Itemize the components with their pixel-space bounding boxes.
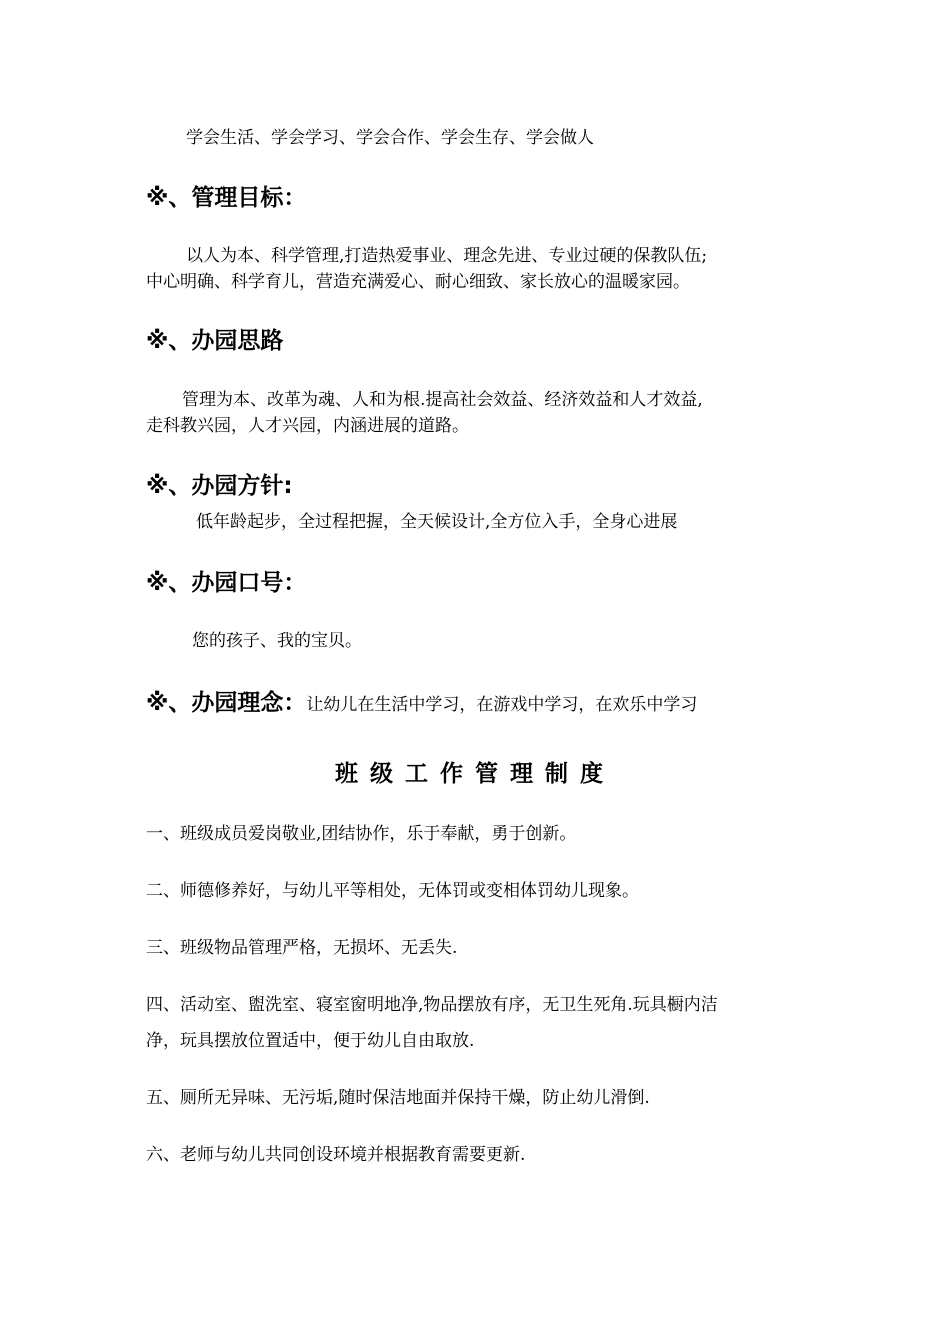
section-body-line: 管理为本、改革为魂、人和为根.提高社会效益、经济效益和人才效益, xyxy=(182,390,703,410)
section-heading-school-slogan: ※、办园口号： xyxy=(146,570,307,596)
intro-line: 学会生活、学会学习、学会合作、学会生存、学会做人 xyxy=(186,128,594,148)
rule-item: 五、厕所无异味、无污垢,随时保洁地面并保持干燥，防止幼儿滑倒. xyxy=(146,1088,650,1108)
rule-item: 六、老师与幼儿共同创设环境并根据教育需要更新. xyxy=(146,1145,526,1165)
section-body-line: 低年龄起步，全过程把握，全天候设计,全方位入手，全身心进展 xyxy=(196,512,678,532)
section-heading-school-idea: ※、办园思路 xyxy=(146,328,284,354)
section-heading-school-concept xyxy=(146,689,697,719)
section-inline-text: 让幼儿在生活中学习，在游戏中学习，在欢乐中学习 xyxy=(306,695,698,715)
section-heading-management-goal: ※、管理目标： xyxy=(146,185,307,211)
rule-item: 三、班级物品管理严格，无损坏、无丢失. xyxy=(146,938,458,958)
section-body-line: 您的孩子、我的宝贝。 xyxy=(192,631,362,651)
rule-item: 一、班级成员爱岗敬业,团结协作，乐于奉献，勇于创新。 xyxy=(146,824,577,844)
section-body-line: 中心明确、科学育儿，营造充满爱心、耐心细致、家长放心的温暖家园。 xyxy=(146,272,690,292)
section-heading-school-policy: ※、办园方针: xyxy=(146,473,293,499)
section-heading-label: ※、办园理念： xyxy=(146,690,307,716)
rule-item: 二、师德修养好，与幼儿平等相处，无体罚或变相体罚幼儿现象。 xyxy=(146,881,639,901)
rules-title: 班级工作管理制度 xyxy=(335,761,615,787)
section-body-line: 走科教兴园，人才兴园，内涵进展的道路。 xyxy=(146,416,469,436)
rule-item: 四、活动室、盥洗室、寝室窗明地净,物品摆放有序，无卫生死角.玩具橱内洁 xyxy=(146,995,718,1015)
rule-item-continuation: 净，玩具摆放位置适中，便于幼儿自由取放. xyxy=(146,1031,475,1051)
section-body-line: 以人为本、科学管理,打造热爱事业、理念先进、专业过硬的保教队伍; xyxy=(186,246,708,266)
